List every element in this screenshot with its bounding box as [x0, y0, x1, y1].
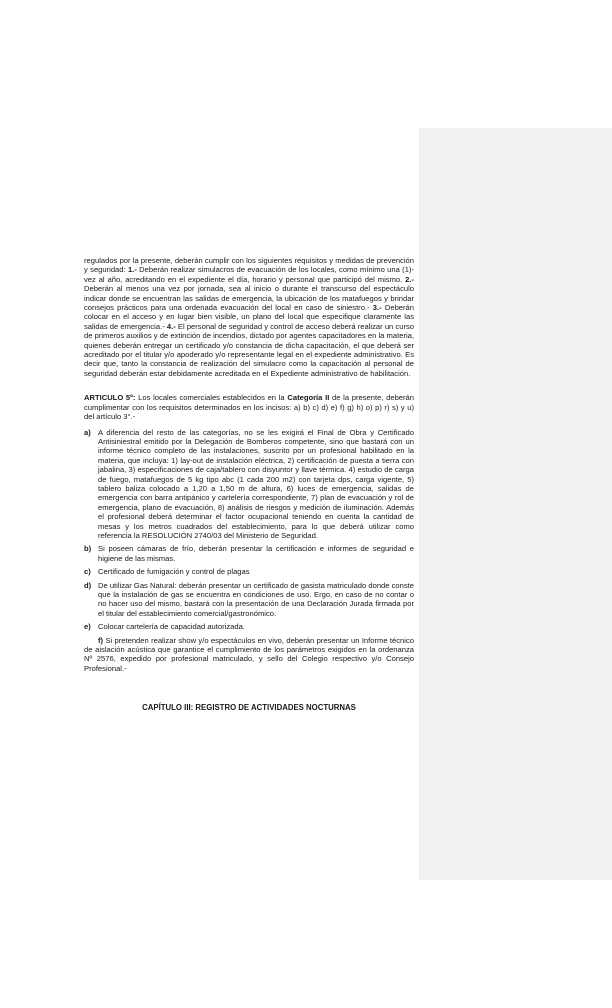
- list-item: [84, 622, 414, 631]
- article-5-text-2: de la presente, deberán cumplimentar con los requisitos determinados en los incisos: a) b) c) d) e) f) g) h) o) p) r) s) y u) del artículo 3°.-: [84, 393, 415, 422]
- intro-text-4: Deberán colocar en el acceso y en lugar bien visible, un plano del local que especifique claramente las salidas de emergencia.-: [84, 303, 414, 331]
- list-item: [84, 581, 414, 619]
- list-item-text: Certificado de fumigación y control de plagas: [98, 567, 250, 577]
- intro-text-2: Deberán realizar simulacros de evacuación de los locales, como mínimo una (1)- vez al año, acreditando en el expediente el día, horario y personal que participó del mismo.: [84, 265, 414, 284]
- item-number-4: 4.-: [166, 321, 176, 331]
- intro-text-5: El personal de seguridad y control de acceso deberá realizar un curso de primeros auxilios y de extinción de incendios, dictado por agentes capacitadores en la materia, quienes deberán entregar un certificado y/o constancia de dicha capacitación, el que deberá ser acreditado por el titular y/o apoderado y/o representante legal en el expediente administrativo. Es decir que, tanto la constancia de realización del simulacro como la capacitación al personal de seguridad deberán estar debidamente acreditada en el Expediente administrativo de habilitación.: [84, 321, 415, 378]
- chapter-heading: CAPÍTULO III: REGISTRO DE ACTIVIDADES NOCTURNAS: [142, 703, 356, 713]
- item-number-3: 3.-: [372, 303, 382, 313]
- requirements-list: [84, 428, 414, 632]
- document-body: [84, 256, 414, 713]
- list-item-text: De utilizar Gas Natural: deberán presentar un certificado de gasista matriculado donde conste que la instalación de gas se encuentra en condiciones de uso. Ergo, en caso de no contar o no hacer uso del mismo, bastará con la presentación de una Declaración Jurada firmada por el titular del establecimiento comercial/gastronómico.: [98, 580, 414, 618]
- item-f-marker: f): [98, 635, 104, 645]
- list-item: [84, 428, 414, 541]
- list-marker: a): [84, 427, 91, 437]
- item-number-2: 2.-: [405, 274, 414, 284]
- list-marker: e): [84, 622, 91, 632]
- article-5-text-1: Los locales comerciales establecidos en la: [135, 393, 288, 403]
- item-number-1: 1.-: [127, 265, 137, 275]
- intro-paragraph: [84, 256, 414, 378]
- list-marker: b): [84, 544, 92, 554]
- article-5-heading: ARTICULO 5º:: [84, 393, 136, 403]
- list-item: [84, 544, 414, 563]
- list-item: [84, 567, 414, 576]
- article-5-category: Categoría II: [287, 393, 330, 403]
- list-marker: d): [84, 580, 92, 590]
- intro-text-1: regulados por la presente, deberán cumplir con los siguientes requisitos y medidas de prevención y seguridad:: [84, 256, 414, 275]
- list-item-text: A diferencia del resto de las categorías, no se les exigirá el Final de Obra y Certificado Antisiniestral emitido por la Delegación de Bomberos competente, sino que bastará con un informe técnico completo de las instalaciones, suscrito por un profesional habilitado en la materia, que incluya: 1) lay-out de instalación eléctrica, 2) certificación de puesta a tierra con jabalina, 3) especificaciones de caja/tablero con disyuntor y llave térmica. 4) estudio de carga de fuego, matafuegos de 5 kg tipo abc (1 cada 200 m2) con tarjeta dps, carga vigente, 5) tablero baliza colocado a 1,20 a 1,50 m de altura, 6) luces de emergencia, salidas de emergencia con barra antipánico y cartelería correspondiente, 7) plan de evacuación y rol de emergencia, plano de evacuación, 8) análisis de riesgos y medición de iluminación. Además el profesional deberá determinar el factor ocupacional teniendo en cuenta la cantidad de mesas y los metros cuadrados del establecimiento, para lo que deberá utilizar como referencia la RESOLUCIÓN 2740/03 del Ministerio de Seguridad.: [98, 427, 414, 540]
- item-f-paragraph: [84, 636, 414, 674]
- comment-margin-panel: [419, 128, 612, 880]
- item-f-text: Si pretenden realizar show y/o espectáculos en vivo, deberán presentar un Informe técnico de aislación acústica que garantice el cumplimiento de los parámetros exigidos en la ordenanza Nº 2576, expedido por profesional matriculado, y sello del Colegio respectivo y/o Consejo Profesional.-: [84, 635, 414, 673]
- list-item-text: Si poseen cámaras de frío, deberán presentar la certificación e informes de seguridad e higiene de las mismas.: [98, 544, 414, 563]
- list-item-text: Colocar cartelería de capacidad autorizada.: [98, 622, 245, 632]
- article-5-paragraph: [84, 393, 414, 421]
- intro-text-3: Deberán al menos una vez por jornada, sea al inicio o durante el transcurso del espectáculo indicar donde se encuentran las salidas de emergencia, la ubicación de los matafuegos y brindar consejos prácticos para una ordenada evacuación del local en caso de siniestro.-: [84, 284, 414, 313]
- list-marker: c): [84, 567, 91, 577]
